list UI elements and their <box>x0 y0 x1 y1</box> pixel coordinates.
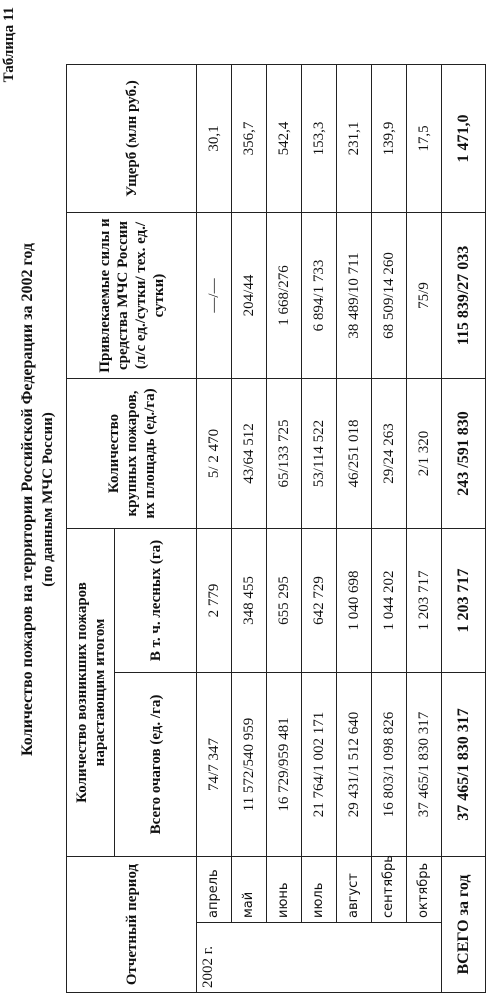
total-cell: 16 729/959 481 <box>267 673 302 857</box>
table-row <box>232 65 267 993</box>
header-forest: В т. ч. лесных (га) <box>115 529 197 673</box>
header-period: Отчетный период <box>67 857 197 993</box>
total-cell: 11 572/540 959 <box>232 673 267 857</box>
resources-cell: 38 489/10 711 <box>337 213 372 379</box>
large-cell: 5/ 2 470 <box>197 379 232 529</box>
large-cell: 43/64 512 <box>232 379 267 529</box>
header-damage: Ущерб (млн руб.) <box>67 65 197 213</box>
month-cell: сентябрь <box>372 857 407 923</box>
header-fires-group: Количество возникших пожаров нарастающим итогом <box>67 529 115 857</box>
month-cell: апрель <box>197 857 232 923</box>
forest-cell: 655 295 <box>267 529 302 673</box>
fires-table <box>66 64 486 993</box>
table-row <box>197 65 232 993</box>
large-cell: 46/251 018 <box>337 379 372 529</box>
year-cell: 2002 г. <box>197 923 442 993</box>
forest-cell: 1 203 717 <box>407 529 442 673</box>
damage-cell: 231,1 <box>337 65 372 213</box>
month-cell: июнь <box>267 857 302 923</box>
large-cell: 2/1 320 <box>407 379 442 529</box>
total-cell: 16 803/1 098 826 <box>372 673 407 857</box>
damage-cell: 356,7 <box>232 65 267 213</box>
forest-cell: 348 455 <box>232 529 267 673</box>
table-row <box>267 65 302 993</box>
total-large-cell: 243 /591 830 <box>442 379 486 529</box>
total-cell: 29 431/1 512 640 <box>337 673 372 857</box>
total-damage-cell: 1 471,0 <box>442 65 486 213</box>
total-row <box>442 65 486 993</box>
month-cell: октябрь <box>407 857 442 923</box>
total-cell: 37 465/1 830 317 <box>407 673 442 857</box>
large-cell: 65/133 725 <box>267 379 302 529</box>
total-resources-cell: 115 839/27 033 <box>442 213 486 379</box>
header-resources: Привлекаемые силы и средства МЧС России (л/с ед./сутки/ тех. ед./сутки) <box>67 213 197 379</box>
header-large-fires: Количество крупных пожаров, их площадь (ед./га) <box>67 379 197 529</box>
damage-cell: 139,9 <box>372 65 407 213</box>
forest-cell: 1 040 698 <box>337 529 372 673</box>
table-row <box>407 65 442 993</box>
total-cell: 21 764/1 002 171 <box>302 673 337 857</box>
table-title: Количество пожаров на территории Российской Федерации за 2002 год <box>19 243 36 756</box>
total-total-cell: 37 465/1 830 317 <box>442 673 486 857</box>
forest-cell: 642 729 <box>302 529 337 673</box>
damage-cell: 153,3 <box>302 65 337 213</box>
resources-cell: 1 668/276 <box>267 213 302 379</box>
month-cell: июль <box>302 857 337 923</box>
resources-cell: 75/9 <box>407 213 442 379</box>
month-cell: август <box>337 857 372 923</box>
total-label: ВСЕГО за год <box>442 857 486 993</box>
table-subtitle: (по данным МЧС России) <box>40 412 56 587</box>
table-row <box>302 65 337 993</box>
damage-cell: 542,4 <box>267 65 302 213</box>
resources-cell: 204/44 <box>232 213 267 379</box>
table-row <box>337 65 372 993</box>
large-cell: 53/114 522 <box>302 379 337 529</box>
table-number: Таблица 11 <box>1 7 17 83</box>
forest-cell: 1 044 202 <box>372 529 407 673</box>
total-cell: 74/7 347 <box>197 673 232 857</box>
resources-cell: 6 894/1 733 <box>302 213 337 379</box>
month-cell: май <box>232 857 267 923</box>
damage-cell: 17,5 <box>407 65 442 213</box>
damage-cell: 30,1 <box>197 65 232 213</box>
resources-cell: —/— <box>197 213 232 379</box>
forest-cell: 2 779 <box>197 529 232 673</box>
total-forest-cell: 1 203 717 <box>442 529 486 673</box>
large-cell: 29/24 263 <box>372 379 407 529</box>
header-total-foci: Всего очагов (ед. /га) <box>115 673 197 857</box>
resources-cell: 68 509/14 260 <box>372 213 407 379</box>
table-row <box>372 65 407 993</box>
